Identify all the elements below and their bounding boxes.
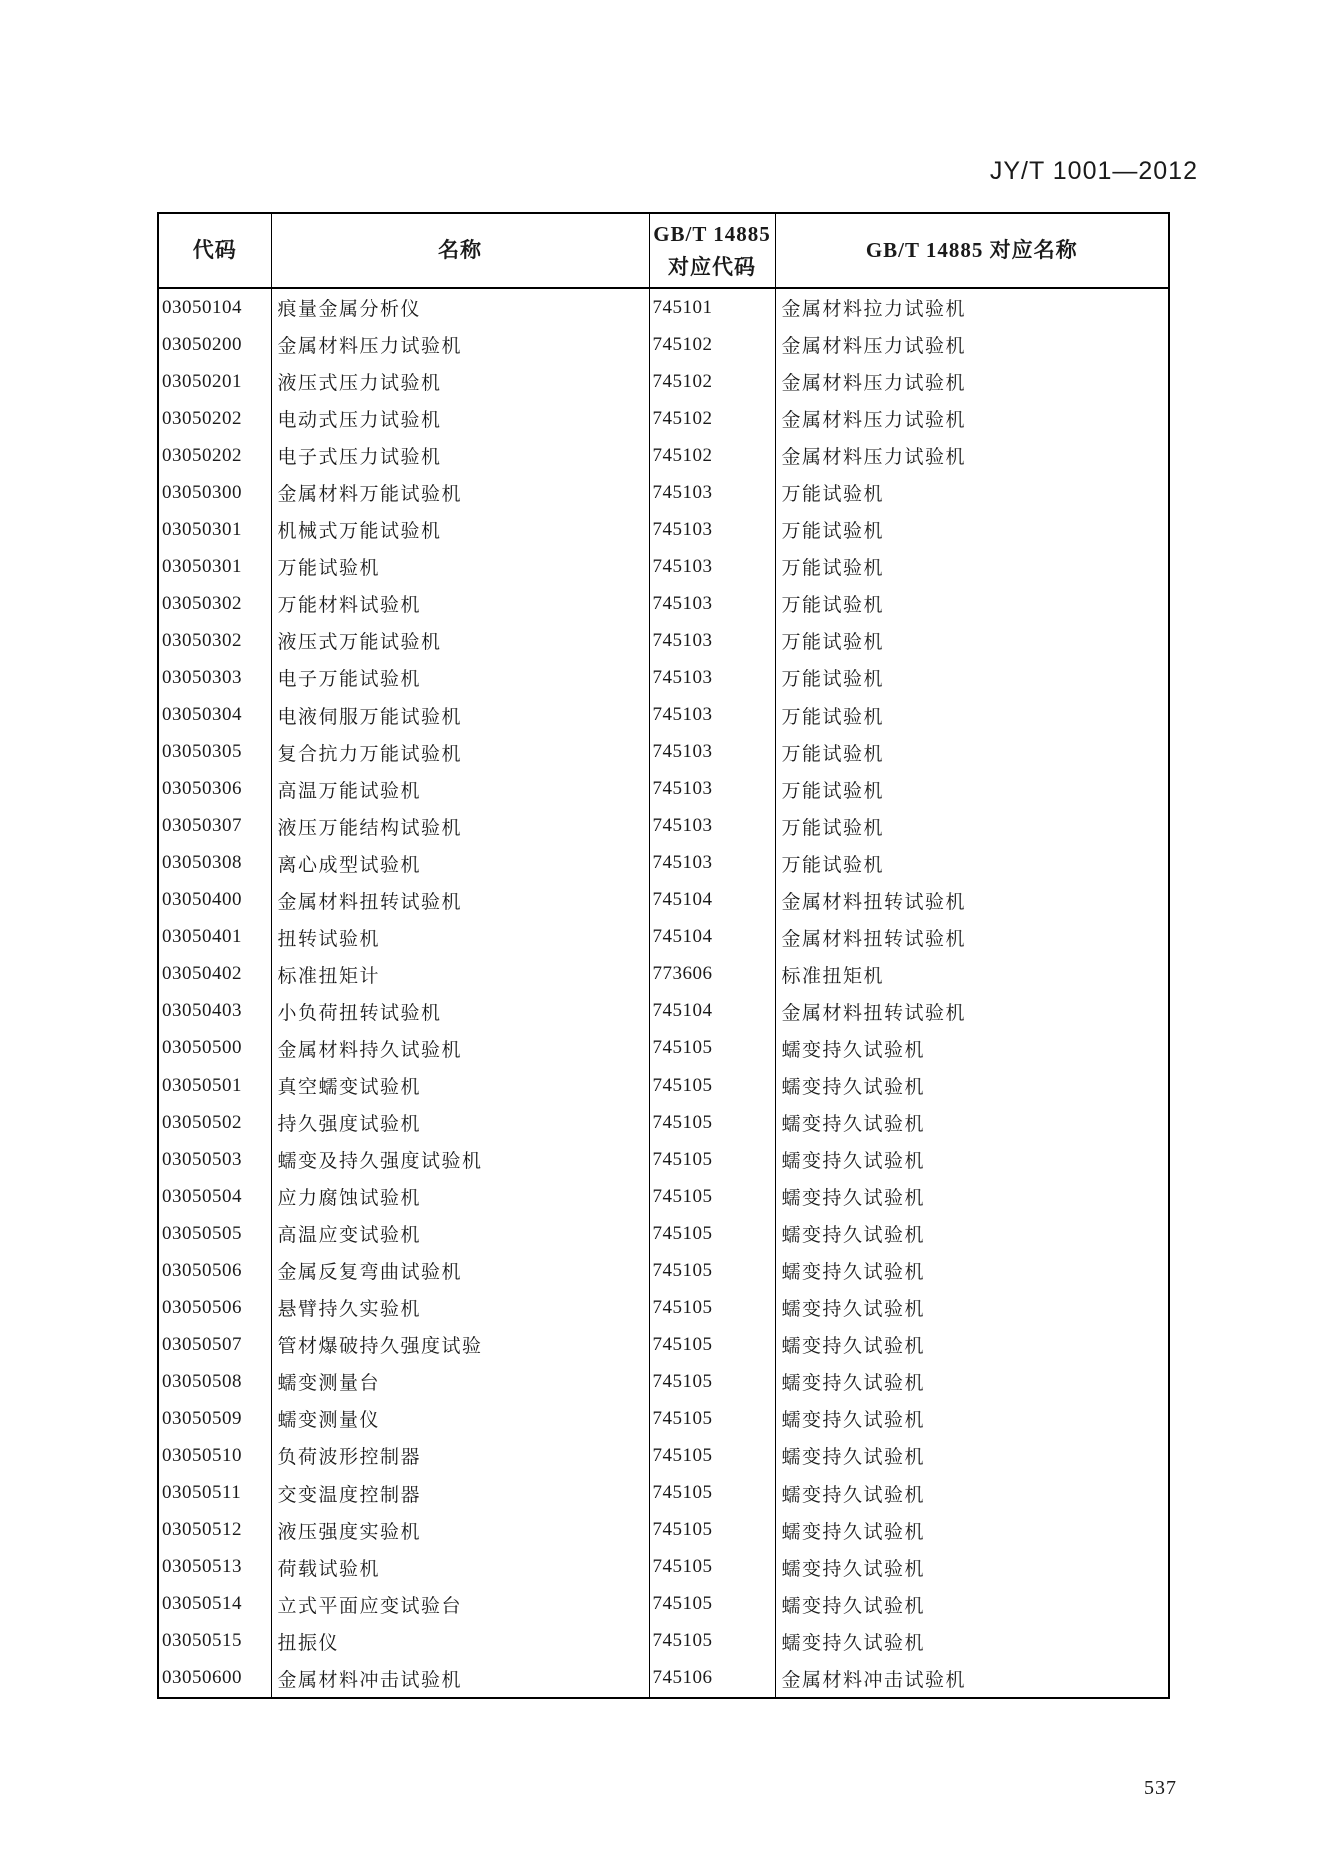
cell-name: 痕量金属分析仪 xyxy=(271,288,649,326)
cell-name: 金属材料扭转试验机 xyxy=(271,882,649,919)
header-gbt-code-line2: 对应代码 xyxy=(668,254,756,279)
cell-gbt-code: 745105 xyxy=(649,1326,775,1363)
table-row xyxy=(158,734,1169,771)
cell-gbt-name: 万能试验机 xyxy=(775,622,1169,659)
table-row xyxy=(158,1104,1169,1141)
cell-gbt-code: 745102 xyxy=(649,437,775,474)
cell-gbt-name: 金属材料拉力试验机 xyxy=(775,288,1169,326)
table-row xyxy=(158,1215,1169,1252)
cell-gbt-code: 745103 xyxy=(649,808,775,845)
cell-gbt-code: 745105 xyxy=(649,1215,775,1252)
cell-gbt-code: 745103 xyxy=(649,771,775,808)
table-row xyxy=(158,659,1169,696)
cell-gbt-name: 万能试验机 xyxy=(775,585,1169,622)
cell-code: 03050202 xyxy=(162,444,242,466)
table-row xyxy=(158,1437,1169,1474)
cell-code: 03050515 xyxy=(162,1630,242,1652)
cell-gbt-name: 蠕变持久试验机 xyxy=(775,1104,1169,1141)
cell-code: 03050500 xyxy=(162,1037,242,1059)
header-gbt-name: GB/T 14885 对应名称 xyxy=(775,213,1169,288)
cell-code: 03050400 xyxy=(162,889,242,911)
cell-gbt-name: 金属材料扭转试验机 xyxy=(775,882,1169,919)
cell-name: 机械式万能试验机 xyxy=(271,511,649,548)
table-row xyxy=(158,326,1169,363)
cell-name: 立式平面应变试验台 xyxy=(271,1586,649,1623)
cell-gbt-code: 745102 xyxy=(649,363,775,400)
cell-code: 03050510 xyxy=(162,1444,242,1466)
cell-code: 03050304 xyxy=(162,704,242,726)
cell-gbt-name: 金属材料扭转试验机 xyxy=(775,919,1169,956)
table-row xyxy=(158,1141,1169,1178)
cell-name: 小负荷扭转试验机 xyxy=(271,993,649,1030)
cell-code: 03050302 xyxy=(162,592,242,614)
cell-gbt-name: 蠕变持久试验机 xyxy=(775,1067,1169,1104)
code-mapping-table xyxy=(157,212,1170,1699)
table-row xyxy=(158,1363,1169,1400)
cell-code: 03050302 xyxy=(162,629,242,651)
cell-gbt-name: 万能试验机 xyxy=(775,808,1169,845)
cell-gbt-name: 万能试验机 xyxy=(775,697,1169,734)
cell-gbt-name: 蠕变持久试验机 xyxy=(775,1586,1169,1623)
cell-gbt-code: 745105 xyxy=(649,1623,775,1660)
cell-name: 蠕变及持久强度试验机 xyxy=(271,1141,649,1178)
cell-gbt-code: 745103 xyxy=(649,734,775,771)
cell-name: 真空蠕变试验机 xyxy=(271,1067,649,1104)
cell-gbt-name: 蠕变持久试验机 xyxy=(775,1549,1169,1586)
cell-gbt-code: 745105 xyxy=(649,1252,775,1289)
table-row xyxy=(158,956,1169,993)
cell-name: 液压式万能试验机 xyxy=(271,622,649,659)
header-gbt-code xyxy=(649,213,775,288)
table-row xyxy=(158,1178,1169,1215)
header-name: 名称 xyxy=(271,213,649,288)
cell-gbt-code: 745105 xyxy=(649,1549,775,1586)
cell-gbt-name: 蠕变持久试验机 xyxy=(775,1326,1169,1363)
cell-gbt-code: 745104 xyxy=(649,993,775,1030)
cell-name: 万能材料试验机 xyxy=(271,585,649,622)
cell-gbt-code: 745105 xyxy=(649,1475,775,1512)
cell-code: 03050600 xyxy=(162,1667,242,1689)
cell-code: 03050506 xyxy=(162,1259,242,1281)
table-row xyxy=(158,882,1169,919)
cell-gbt-name: 蠕变持久试验机 xyxy=(775,1437,1169,1474)
cell-code: 03050403 xyxy=(162,1000,242,1022)
table-row xyxy=(158,1030,1169,1067)
cell-code: 03050202 xyxy=(162,407,242,429)
cell-code: 03050514 xyxy=(162,1593,242,1615)
cell-name: 高温万能试验机 xyxy=(271,771,649,808)
cell-gbt-name: 蠕变持久试验机 xyxy=(775,1512,1169,1549)
cell-gbt-name: 金属材料压力试验机 xyxy=(775,400,1169,437)
cell-name: 电动式压力试验机 xyxy=(271,400,649,437)
table-row xyxy=(158,1512,1169,1549)
standard-number: JY/T 1001—2012 xyxy=(989,157,1198,185)
cell-code: 03050308 xyxy=(162,852,242,874)
cell-name: 液压万能结构试验机 xyxy=(271,808,649,845)
cell-name: 交变温度控制器 xyxy=(271,1475,649,1512)
cell-name: 液压强度实验机 xyxy=(271,1512,649,1549)
cell-name: 电子式压力试验机 xyxy=(271,437,649,474)
table-row xyxy=(158,845,1169,882)
table-row xyxy=(158,437,1169,474)
cell-name: 金属反复弯曲试验机 xyxy=(271,1252,649,1289)
cell-name: 扭振仪 xyxy=(271,1623,649,1660)
cell-gbt-code: 745103 xyxy=(649,474,775,511)
cell-gbt-name: 万能试验机 xyxy=(775,548,1169,585)
cell-gbt-code: 773606 xyxy=(649,956,775,993)
cell-code: 03050301 xyxy=(162,555,242,577)
cell-code: 03050307 xyxy=(162,815,242,837)
cell-gbt-code: 745105 xyxy=(649,1104,775,1141)
cell-name: 金属材料压力试验机 xyxy=(271,326,649,363)
cell-gbt-name: 蠕变持久试验机 xyxy=(775,1289,1169,1326)
cell-code: 03050504 xyxy=(162,1185,242,1207)
table-row xyxy=(158,288,1169,326)
cell-gbt-name: 蠕变持久试验机 xyxy=(775,1252,1169,1289)
cell-code: 03050104 xyxy=(162,296,242,318)
table-row xyxy=(158,511,1169,548)
table-header-row xyxy=(158,213,1169,288)
table-row xyxy=(158,1586,1169,1623)
cell-gbt-code: 745103 xyxy=(649,548,775,585)
cell-gbt-code: 745103 xyxy=(649,659,775,696)
table-row xyxy=(158,697,1169,734)
table-row xyxy=(158,919,1169,956)
cell-name: 荷载试验机 xyxy=(271,1549,649,1586)
cell-gbt-name: 金属材料压力试验机 xyxy=(775,437,1169,474)
cell-name: 金属材料持久试验机 xyxy=(271,1030,649,1067)
cell-code: 03050506 xyxy=(162,1296,242,1318)
cell-name: 万能试验机 xyxy=(271,548,649,585)
cell-gbt-name: 蠕变持久试验机 xyxy=(775,1400,1169,1437)
table-row xyxy=(158,622,1169,659)
table-row xyxy=(158,474,1169,511)
cell-gbt-code: 745103 xyxy=(649,585,775,622)
cell-gbt-name: 金属材料扭转试验机 xyxy=(775,993,1169,1030)
cell-gbt-name: 万能试验机 xyxy=(775,734,1169,771)
cell-gbt-code: 745103 xyxy=(649,697,775,734)
table-row xyxy=(158,363,1169,400)
cell-code: 03050502 xyxy=(162,1111,242,1133)
cell-gbt-code: 745105 xyxy=(649,1178,775,1215)
cell-name: 液压式压力试验机 xyxy=(271,363,649,400)
cell-name: 标准扭矩计 xyxy=(271,956,649,993)
cell-gbt-code: 745105 xyxy=(649,1586,775,1623)
cell-code: 03050306 xyxy=(162,778,242,800)
cell-code: 03050512 xyxy=(162,1519,242,1541)
table-row xyxy=(158,1289,1169,1326)
cell-gbt-name: 万能试验机 xyxy=(775,659,1169,696)
cell-gbt-code: 745102 xyxy=(649,400,775,437)
cell-name: 应力腐蚀试验机 xyxy=(271,1178,649,1215)
cell-gbt-code: 745104 xyxy=(649,919,775,956)
cell-gbt-name: 蠕变持久试验机 xyxy=(775,1030,1169,1067)
table-row xyxy=(158,1400,1169,1437)
cell-gbt-name: 万能试验机 xyxy=(775,845,1169,882)
cell-code: 03050503 xyxy=(162,1148,242,1170)
cell-name: 管材爆破持久强度试验 xyxy=(271,1326,649,1363)
cell-gbt-code: 745102 xyxy=(649,326,775,363)
table-row xyxy=(158,1067,1169,1104)
cell-code: 03050201 xyxy=(162,370,242,392)
cell-code: 03050305 xyxy=(162,741,242,763)
table-row xyxy=(158,1475,1169,1512)
cell-code: 03050200 xyxy=(162,333,242,355)
cell-gbt-code: 745103 xyxy=(649,511,775,548)
cell-code: 03050301 xyxy=(162,518,242,540)
cell-name: 负荷波形控制器 xyxy=(271,1437,649,1474)
cell-code: 03050505 xyxy=(162,1222,242,1244)
cell-name: 高温应变试验机 xyxy=(271,1215,649,1252)
cell-gbt-name: 万能试验机 xyxy=(775,474,1169,511)
cell-code: 03050507 xyxy=(162,1333,242,1355)
cell-name: 复合抗力万能试验机 xyxy=(271,734,649,771)
cell-gbt-name: 蠕变持久试验机 xyxy=(775,1141,1169,1178)
cell-code: 03050300 xyxy=(162,481,242,503)
cell-gbt-code: 745103 xyxy=(649,622,775,659)
cell-gbt-name: 标准扭矩机 xyxy=(775,956,1169,993)
cell-gbt-code: 745104 xyxy=(649,882,775,919)
cell-code: 03050511 xyxy=(162,1482,242,1504)
cell-code: 03050509 xyxy=(162,1407,242,1429)
cell-gbt-name: 金属材料冲击试验机 xyxy=(775,1660,1169,1698)
table-row xyxy=(158,1660,1169,1698)
table-row xyxy=(158,400,1169,437)
cell-name: 金属材料万能试验机 xyxy=(271,474,649,511)
cell-gbt-code: 745105 xyxy=(649,1289,775,1326)
cell-gbt-code: 745105 xyxy=(649,1141,775,1178)
cell-gbt-name: 蠕变持久试验机 xyxy=(775,1363,1169,1400)
cell-name: 悬臂持久实验机 xyxy=(271,1289,649,1326)
table-row xyxy=(158,548,1169,585)
cell-name: 金属材料冲击试验机 xyxy=(271,1660,649,1698)
cell-gbt-code: 745105 xyxy=(649,1030,775,1067)
cell-code: 03050303 xyxy=(162,666,242,688)
table-row xyxy=(158,993,1169,1030)
page-number: 537 xyxy=(1144,1777,1177,1799)
table-row xyxy=(158,1252,1169,1289)
header-gbt-code-line1: GB/T 14885 xyxy=(653,221,771,246)
cell-name: 蠕变测量台 xyxy=(271,1363,649,1400)
cell-code: 03050402 xyxy=(162,963,242,985)
cell-gbt-code: 745103 xyxy=(649,845,775,882)
cell-name: 扭转试验机 xyxy=(271,919,649,956)
table-row xyxy=(158,771,1169,808)
cell-gbt-name: 蠕变持久试验机 xyxy=(775,1623,1169,1660)
table-row xyxy=(158,1623,1169,1660)
cell-name: 电子万能试验机 xyxy=(271,659,649,696)
cell-gbt-name: 蠕变持久试验机 xyxy=(775,1215,1169,1252)
cell-gbt-name: 蠕变持久试验机 xyxy=(775,1475,1169,1512)
cell-gbt-name: 万能试验机 xyxy=(775,511,1169,548)
cell-gbt-code: 745101 xyxy=(649,288,775,326)
cell-name: 持久强度试验机 xyxy=(271,1104,649,1141)
header-code: 代码 xyxy=(158,213,271,288)
cell-code: 03050508 xyxy=(162,1370,242,1392)
cell-gbt-code: 745105 xyxy=(649,1437,775,1474)
cell-gbt-code: 745105 xyxy=(649,1363,775,1400)
cell-gbt-code: 745105 xyxy=(649,1067,775,1104)
cell-gbt-name: 金属材料压力试验机 xyxy=(775,326,1169,363)
cell-gbt-code: 745105 xyxy=(649,1512,775,1549)
table-row xyxy=(158,1549,1169,1586)
cell-gbt-name: 金属材料压力试验机 xyxy=(775,363,1169,400)
cell-name: 离心成型试验机 xyxy=(271,845,649,882)
cell-gbt-name: 蠕变持久试验机 xyxy=(775,1178,1169,1215)
cell-gbt-code: 745106 xyxy=(649,1660,775,1698)
cell-code: 03050401 xyxy=(162,926,242,948)
cell-code: 03050513 xyxy=(162,1556,242,1578)
table-row xyxy=(158,585,1169,622)
cell-gbt-code: 745105 xyxy=(649,1400,775,1437)
cell-gbt-name: 万能试验机 xyxy=(775,771,1169,808)
cell-name: 蠕变测量仪 xyxy=(271,1400,649,1437)
cell-code: 03050501 xyxy=(162,1074,242,1096)
cell-name: 电液伺服万能试验机 xyxy=(271,697,649,734)
table-row xyxy=(158,1326,1169,1363)
table-row xyxy=(158,808,1169,845)
